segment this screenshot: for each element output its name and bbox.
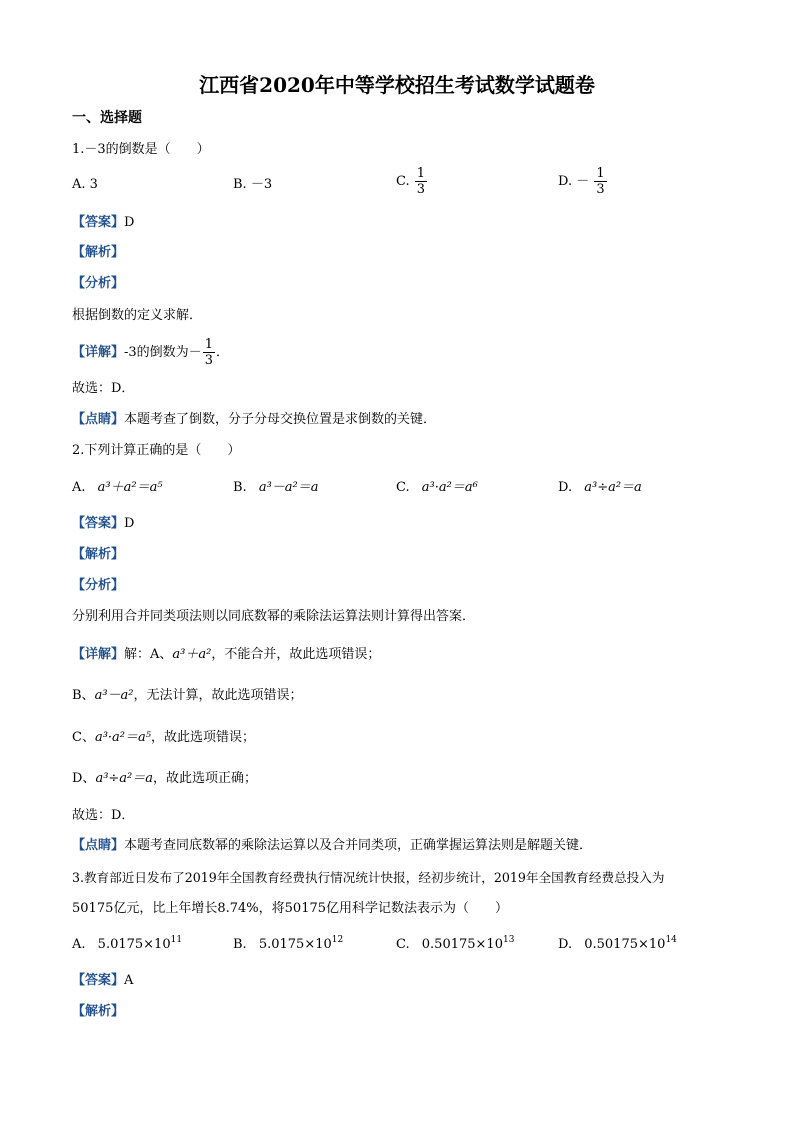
detail-tag: 【详解】: [72, 345, 125, 360]
q2-comment-text: 本题考查同底数幂的乘除法运算以及合并同类项，正确掌握运算法则是解题关键．: [124, 838, 593, 853]
q3-analysis-heading: [72, 1002, 124, 1022]
q1-analysis-heading: [72, 243, 124, 263]
q3-option-a: [72, 935, 182, 955]
detail-tag: 【详解】: [72, 647, 125, 662]
q2-detail-d-pre: D、: [72, 771, 96, 786]
q3-option-c-label: C.: [396, 937, 410, 952]
analysis-tag: 【解析】: [72, 245, 125, 260]
section-heading: 一、选择题: [72, 110, 142, 126]
q3-option-b-exponent: 12: [331, 935, 344, 945]
q2-option-b-expr: a³－a²＝a: [258, 480, 319, 495]
fraction-denominator: 3: [596, 182, 605, 197]
q1-option-c: [396, 166, 428, 197]
q2-detail-b-post: ，无法计算，故此选项错误；: [133, 688, 303, 703]
answer-tag: 【答案】: [72, 516, 125, 531]
q1-answer: [72, 213, 134, 233]
q2-option-c: [396, 478, 478, 498]
q2-detail-c: [72, 728, 255, 748]
q2-detail-a-pre: 解：A、: [124, 647, 173, 662]
fraction-denominator: 3: [204, 353, 213, 368]
q1-stem: 1.－3的倒数是（ ）: [72, 142, 210, 157]
fraction-numerator: 1: [204, 337, 213, 352]
q2-detail-c-pre: C、: [72, 730, 95, 745]
q2-detail-c-expr: a³·a²＝a⁵: [94, 730, 151, 745]
q2-detail-b: [72, 686, 303, 706]
comment-tag: 【点睛】: [72, 412, 125, 427]
q2-option-a-expr: a³＋a²＝a⁵: [97, 480, 163, 495]
q3-option-b-base: 5.0175×10: [258, 937, 332, 952]
q3-stem-line1: 3.教育部近日发布了2019年全国教育经费执行情况统计快报，经初步统计，2019年全国教育经费总投入为: [72, 870, 665, 885]
q1-fenxi-heading: [72, 274, 124, 294]
q3-answer-value: A: [124, 973, 134, 988]
q2-option-d-label: D.: [558, 480, 573, 495]
fraction-numerator: 1: [416, 166, 426, 181]
q2-option-d-expr: a³÷a²＝a: [584, 480, 642, 495]
q1-analysis-text: 根据倒数的定义求解．: [72, 308, 203, 323]
comment-tag: 【点睛】: [72, 838, 125, 853]
q2-detail-a-post: ，不能合并，故此选项错误；: [211, 647, 381, 662]
q2-option-c-label: C.: [396, 480, 410, 495]
q1-option-d-label: D. －: [558, 174, 590, 189]
fraction-denominator: 3: [416, 182, 426, 197]
q3-option-b-label: B.: [233, 937, 247, 952]
fenxi-tag: 【分析】: [72, 276, 125, 291]
q3-option-c: [396, 935, 514, 955]
q2-stem: 2.下列计算正确的是（ ）: [72, 443, 241, 458]
q3-option-d-base: 0.50175×10: [584, 937, 666, 952]
q2-analysis-heading: [72, 545, 124, 565]
q2-analysis-text: 分别利用合并同类项法则以同底数幂的乘除法运算法则计算得出答案．: [72, 609, 476, 624]
answer-tag: 【答案】: [72, 973, 125, 988]
q2-choice: 故选：D．: [72, 808, 135, 823]
q2-detail-d-expr: a³÷a²＝a: [95, 771, 154, 786]
q1-choice: 故选：D．: [72, 381, 135, 396]
q2-answer: [72, 514, 134, 534]
q1-option-c-label: C.: [396, 174, 410, 189]
q2-option-c-expr: a³·a²＝a⁶: [421, 480, 478, 495]
q2-option-b: [233, 478, 319, 498]
q1-comment: [72, 410, 436, 430]
q2-option-b-label: B.: [233, 480, 247, 495]
q2-comment: [72, 836, 592, 856]
fenxi-tag: 【分析】: [72, 578, 125, 593]
q3-option-a-exponent: 11: [170, 935, 183, 945]
q1-option-d-fraction: [594, 166, 606, 197]
q1-option-d: [558, 166, 608, 197]
q3-option-b: [233, 935, 343, 955]
q1-detail-pre: -3的倒数为－: [124, 345, 202, 360]
analysis-tag: 【解析】: [72, 1004, 125, 1019]
q3-option-d-label: D.: [558, 937, 573, 952]
q3-option-a-label: A.: [72, 937, 86, 952]
q2-option-d: [558, 478, 642, 498]
q3-stem-line2: 50175亿元，比上年增长8.74%，将50175亿用科学记数法表示为（ ）: [72, 901, 509, 916]
answer-tag: 【答案】: [72, 215, 125, 230]
q1-comment-text: 本题考查了倒数，分子分母交换位置是求倒数的关键．: [124, 412, 437, 427]
q2-detail-a-expr: a³＋a²: [172, 647, 212, 662]
analysis-tag: 【解析】: [72, 547, 125, 562]
q2-fenxi-heading: [72, 576, 124, 596]
q3-answer: [72, 971, 133, 991]
q2-detail-b-pre: B、: [72, 688, 95, 703]
q2-answer-value: D: [124, 516, 135, 531]
q1-answer-value: D: [124, 215, 135, 230]
q1-detail: [72, 337, 229, 368]
q3-option-c-exponent: 13: [502, 935, 515, 945]
q1-detail-fraction: [203, 337, 215, 368]
q2-option-a: [72, 478, 163, 498]
q1-option-b: B. －3: [233, 177, 273, 192]
q2-detail-c-post: ，故此选项错误；: [150, 730, 255, 745]
q3-option-d: [558, 935, 677, 955]
q2-option-a-label: A.: [72, 480, 86, 495]
page-title: 江西省2020年中等学校招生考试数学试题卷: [199, 73, 595, 97]
q3-option-a-base: 5.0175×10: [97, 937, 171, 952]
q2-detail-d: [72, 769, 257, 789]
q1-option-c-fraction: [415, 166, 427, 197]
q2-detail-b-expr: a³－a²: [94, 688, 134, 703]
fraction-numerator: 1: [596, 166, 605, 181]
q1-detail-post: ．: [215, 345, 229, 360]
q3-option-c-base: 0.50175×10: [421, 937, 503, 952]
q2-detail-a: [72, 645, 380, 665]
q3-option-d-exponent: 14: [665, 935, 677, 945]
q2-detail-d-post: ，故此选项正确；: [153, 771, 258, 786]
q1-option-a: A. 3: [72, 177, 98, 192]
